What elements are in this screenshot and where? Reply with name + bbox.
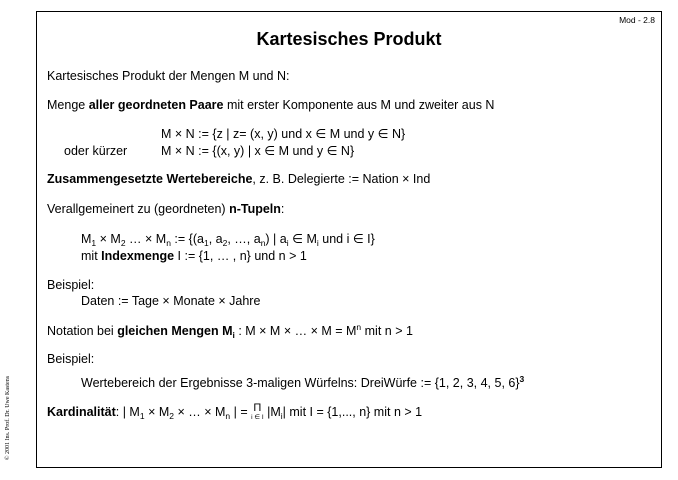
page-title: Kartesisches Produkt [256, 29, 442, 49]
definition-2: M × N := {(x, y) | x ∈ M und y ∈ N} [161, 144, 355, 158]
notation-suffix: : M × M × … × M = M [234, 324, 357, 338]
notation-prefix: Notation bei [47, 324, 118, 338]
pairs-line [47, 98, 494, 113]
tuples-suffix: : [280, 202, 285, 216]
product-operator: Π i ∈ I [251, 402, 264, 421]
pairs-suffix: mit erster Komponente aus M und zweiter aus N [223, 98, 495, 112]
notation-bold: gleichen Mengen $M_i$ [117, 324, 235, 340]
example-1: Daten := Tage × Monate × Jahre [81, 294, 261, 308]
notation-line [47, 324, 413, 339]
pairs-prefix: Menge [47, 98, 89, 112]
composite-bold: Zusammengesetzte Wertebereiche [47, 172, 253, 186]
index-set-bold: Indexmenge [101, 249, 175, 263]
tuple-formula: $M_1 \times M_2$ … × $M_n$ := {($a_1$, $a_2$, …, $a_n$) | $a_i$ ∈ $M_i$ und i ∈ I} [81, 232, 375, 248]
slide-number: Mod - 2.8 [619, 15, 655, 25]
tuples-bold: n-Tupeln [229, 202, 281, 216]
example-2-text: Wertebereich der Ergebnisse 3-maligen Würfelns: DreiWürfe := {1, 2, 3, 4, 5, 6} [81, 376, 520, 390]
slide-frame [36, 11, 662, 468]
example-2 [81, 376, 524, 391]
definition-1: M × N := {z | z= (x, y) und x ∈ M und y ∈ N} [161, 127, 406, 141]
tuples-line [47, 202, 284, 217]
index-set-line [81, 249, 307, 264]
cardinality-line: Kardinalität: | $M_1 \times M_2$ × … × $M_n$ | = Π i ∈ I $|M_i|$ mit I = {1,..., n} mit n > 1 [47, 402, 423, 421]
composite-line [47, 172, 430, 187]
definition-2-label: oder kürzer [64, 144, 128, 158]
index-set-prefix: mit [81, 249, 102, 263]
intro-line: Kartesisches Produkt der Mengen M und N: [47, 69, 290, 83]
copyright-note: © 2001 Ins. Prof. Dr. Uwe Kastens [5, 375, 11, 460]
tuples-prefix: Verallgemeinert zu (geordneten) [47, 202, 230, 216]
cardinality-bold: Kardinalität [47, 405, 116, 419]
notation-sup: n [356, 322, 362, 332]
example-2-sup: 3 [519, 374, 525, 384]
example-2-label: Beispiel: [47, 352, 95, 366]
composite-suffix: , z. B. Delegierte := Nation × Ind [252, 172, 431, 186]
index-set-suffix: I := {1, … , n} und n > 1 [174, 249, 307, 263]
notation-tail: mit n > 1 [361, 324, 413, 338]
pairs-bold: aller geordneten Paare [88, 98, 224, 112]
example-1-label: Beispiel: [47, 278, 95, 292]
